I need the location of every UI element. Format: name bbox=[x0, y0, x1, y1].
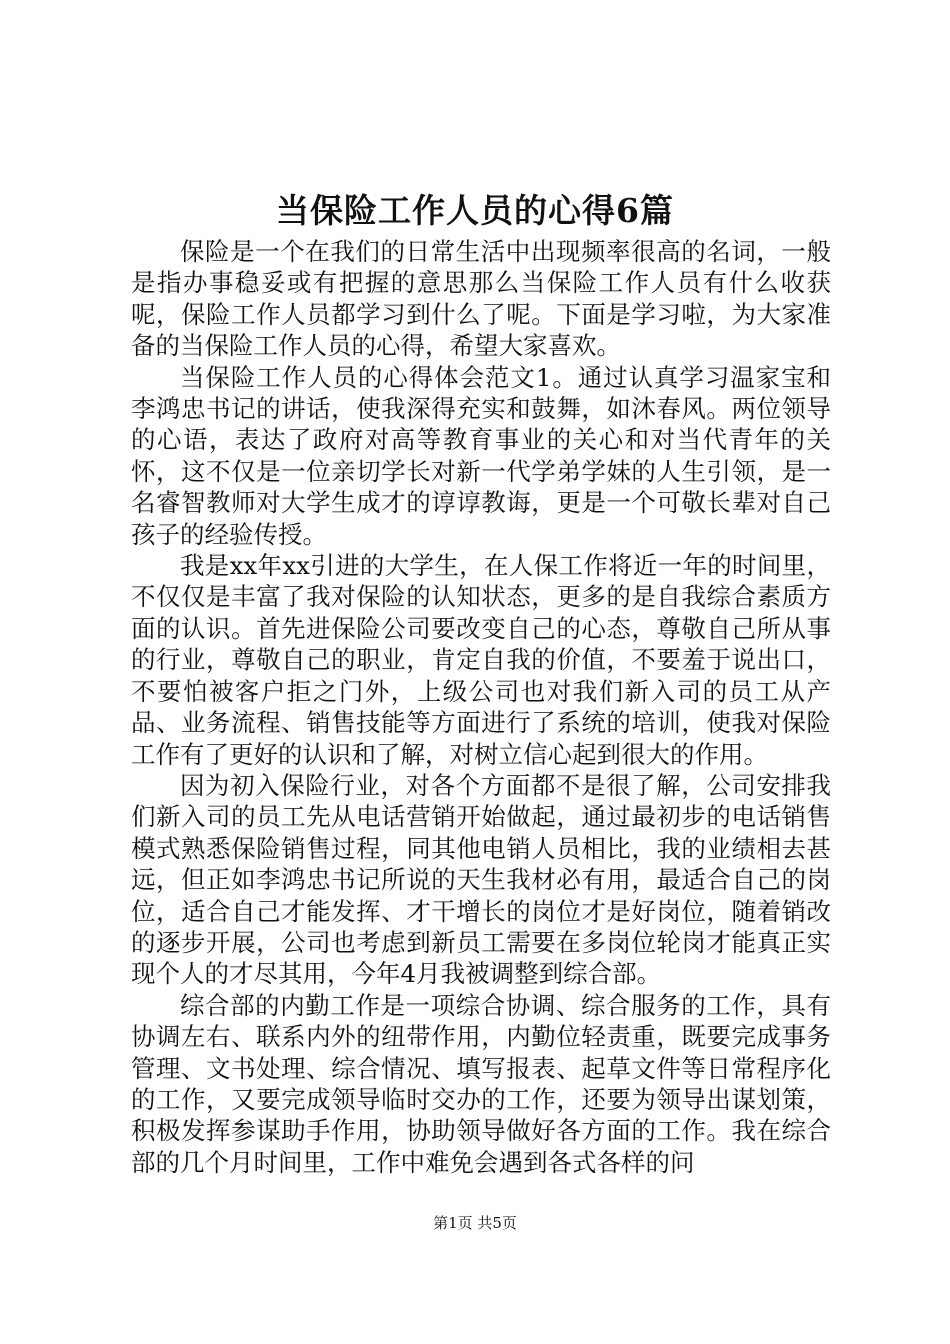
paragraph-office-work: 综合部的内勤工作是一项综合协调、综合服务的工作，具有协调左右、联系内外的纽带作用，内勤位轻责重，既要完成事务管理、文书处理、综合情况、填写报表、起草文件等日常程序化的工作，又要完成领导临时交办的工作，还要为领导出谋划策，积极发挥参谋助手作用，协助领导做好各方面的工作。我在综合部的几个月时间里，工作中难免会遇到各式各样的问 bbox=[131, 990, 831, 1177]
document-body bbox=[131, 236, 831, 1178]
paragraph-intro: 保险是一个在我们的日常生活中出现频率很高的名词，一般是指办事稳妥或有把握的意思那么当保险工作人员有什么收获呢，保险工作人员都学习到什么了呢。下面是学习啦，为大家准备的当保险工作人员的心得，希望大家喜欢。 bbox=[131, 237, 831, 361]
document-title: 当保险工作人员的心得6篇 bbox=[276, 191, 674, 230]
paragraph-graduate: 我是xx年xx引进的大学生，在人保工作将近一年的时间里，不仅仅是丰富了我对保险的认知状态，更多的是自我综合素质方面的认识。首先进保险公司要改变自己的心态，尊敬自己所从事的行业，尊敬自己的职业，肯定自我的价值，不要羞于说出口，不要怕被客户拒之门外，上级公司也对我们新入司的员工从产品、业务流程、销售技能等方面进行了系统的培训，使我对保险工作有了更好的认识和了解，对树立信心起到很大的作用。 bbox=[131, 551, 831, 769]
page-number-footer: 第1页 共5页 bbox=[433, 1214, 517, 1232]
paragraph-essay-1: 当保险工作人员的心得体会范文1。通过认真学习温家宝和李鸿忠书记的讲话，使我深得充实和鼓舞，如沐春风。两位领导的心语，表达了政府对高等教育事业的关心和对当代青年的关怀，这不仅是一位亲切学长对新一代学弟学妹的人生引领，是一名睿智教师对大学生成才的谆谆教诲，更是一个可敬长辈对自己孩子的经验传授。 bbox=[131, 362, 831, 549]
paragraph-telemarketing: 因为初入保险行业，对各个方面都不是很了解，公司安排我们新入司的员工先从电话营销开始做起，通过最初步的电话销售模式熟悉保险销售过程，同其他电销人员相比，我的业绩相去甚远，但正如李鸿忠书记所说的天生我材必有用，最适合自己的岗位，适合自己才能发挥、才干增长的岗位才是好岗位，随着销改的逐步开展，公司也考虑到新员工需要在多岗位轮岗才能真正实现个人的才尽其用，今年4月我被调整到综合部。 bbox=[131, 770, 831, 989]
